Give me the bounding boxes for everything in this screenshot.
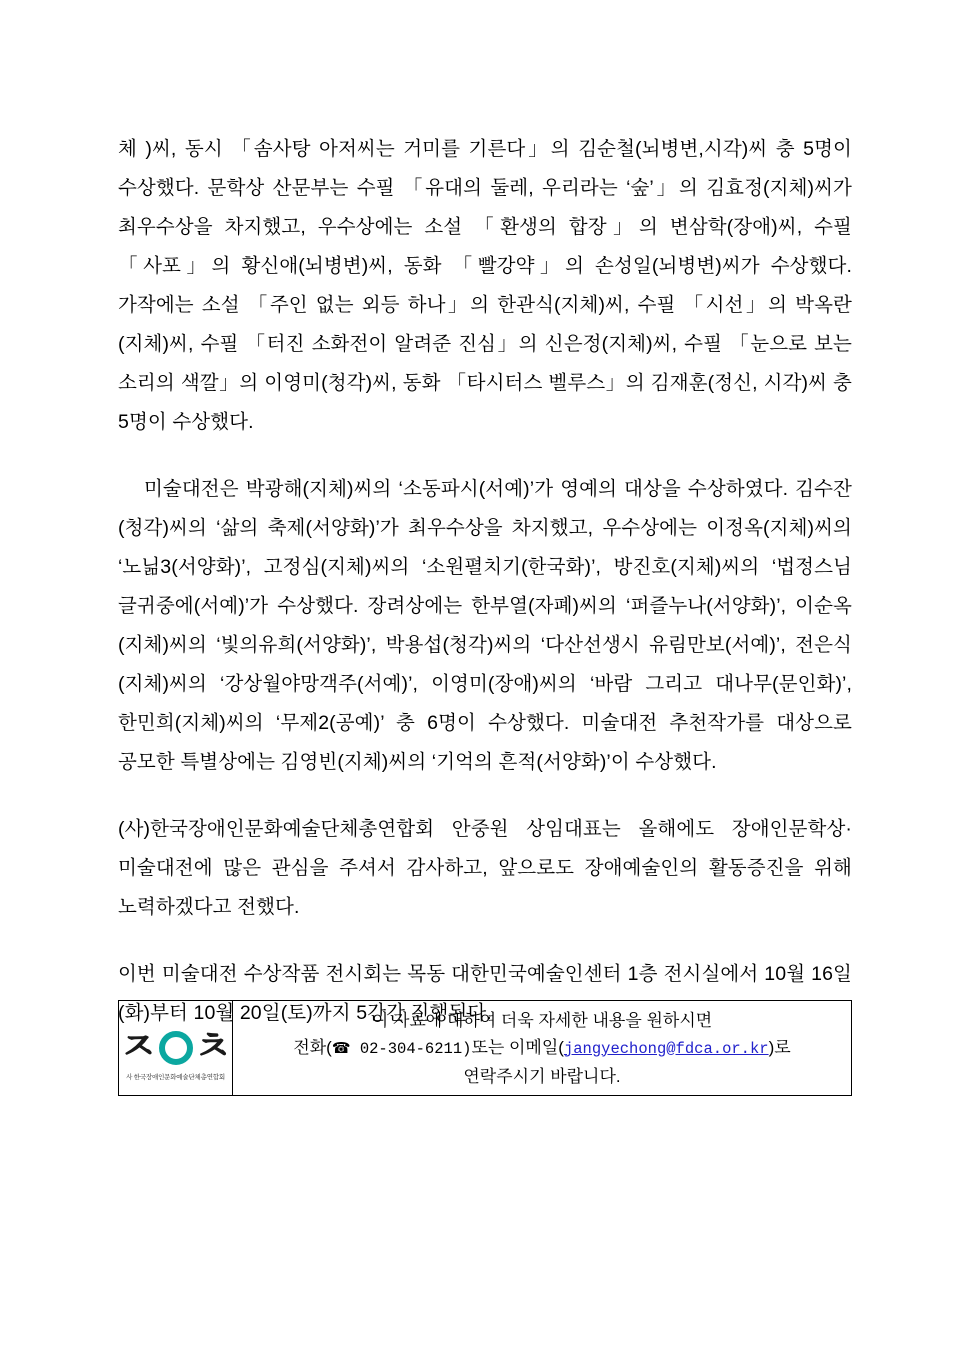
paragraph-4: 이번 미술대전 수상작품 전시회는 목동 대한민국예술인센터 1층 전시실에서 10월 16일(화)부터 10월 20일(토)까지 5간간 진행된다. — [118, 963, 852, 1024]
paragraph-2: 미술대전은 박광해(지체)씨의 ‘소동파시(서예)’가 영예의 대상을 수상하였다. 김수잔(청각)씨의 ‘삶의 축제(서양화)’가 최우수상을 차지했고, 우수상에는 이정옥(지체)씨의 ‘노닒3(서양화)’, 고정심(지체)씨의 ‘소원펼치기(한국화)’, 방진호(지체)씨의 ‘법정스님 글귀중에(서예)’가 수상했다. 장려상에는 한부열(자폐)씨의 ‘퍼즐누나(서양화)’, 이순옥(지체)씨의 ‘빛의유희(서양화)’, 박용섭(청각)씨의 ‘다산선생시 유림만보(서예)’, 전은식(지체)씨의 ‘강상월야망객주(서예)’, 이영미(장애)씨의 ‘바람 그리고 대나무(문인화)’, 한민희(지체)씨의 ‘무제2(공예)’ 충 6명이 수상했다. 미술대전 추천작가를 대상으로 공모한 특별상에는 김영빈(지체)씨의 ‘기억의 흔적(서양화)’이 수상했다. — [118, 478, 852, 773]
contact-info-box — [118, 1000, 852, 1096]
logo-caption: 사 한국장애인문화예술단체총연합회 — [126, 1074, 225, 1081]
email-link[interactable]: jangyechong@fdca.or.kr — [563, 1039, 769, 1058]
email-suffix: )로 — [768, 1037, 791, 1057]
email-label: 또는 이메일( — [471, 1037, 564, 1057]
contact-line-3: 연락주시기 바랍니다. — [463, 1066, 621, 1086]
contact-line-1: 이 자료에 대하여 더욱 자세한 내용을 원하시면 — [371, 1010, 713, 1030]
organization-logo — [119, 1001, 233, 1095]
phone-label: 전화( — [293, 1037, 332, 1057]
paragraph-3: (사)한국장애인문화예술단체총연합회 안중원 상임대표는 올해에도 장애인문학상·미술대전에 많은 관심을 주셔서 감사하고, 앞으로도 장애예술인의 활동증진을 위해 노력하겠다고 전했다. — [118, 818, 852, 918]
logo-glyph-left: ㅈ — [118, 1025, 158, 1069]
logo-glyph-right: ㅊ — [193, 1025, 233, 1069]
logo-circle-icon — [159, 1031, 193, 1065]
phone-icon: ☎ — [331, 1039, 351, 1057]
phone-number: 02-304-6211) — [350, 1039, 472, 1058]
contact-line-2 — [293, 1034, 790, 1063]
logo-mark — [119, 1019, 232, 1067]
paragraph-1: 체 )씨, 동시 「솜사탕 아저씨는 거미를 기른다」의 김순철(뇌병변,시각)씨 충 5명이 수상했다. 문학상 산문부는 수필 「유대의 둘레, 우리라는 ‘숲’」의 김효정(지체)씨가 최우수상을 차지했고, 우수상에는 소설 「환생의 합장」의 변삼학(장애)씨, 수필 「사포」의 황신애(뇌병변)씨, 동화 「빨강약」의 손성일(뇌병변)씨가 수상했다. 가작에는 소설 「주인 없는 외등 하나」의 한관식(지체)씨, 수필 「시선」의 박옥란(지체)씨, 수필 「터진 소화전이 알려준 진심」의 신은정(지체)씨, 수필 「눈으로 보는 소리의 색깔」의 이영미(청각)씨, 동화 「타시터스 벨루스」의 김재훈(정신, 시각)씨 충 5명이 수상했다. — [118, 138, 852, 433]
contact-text-block — [233, 1001, 851, 1095]
